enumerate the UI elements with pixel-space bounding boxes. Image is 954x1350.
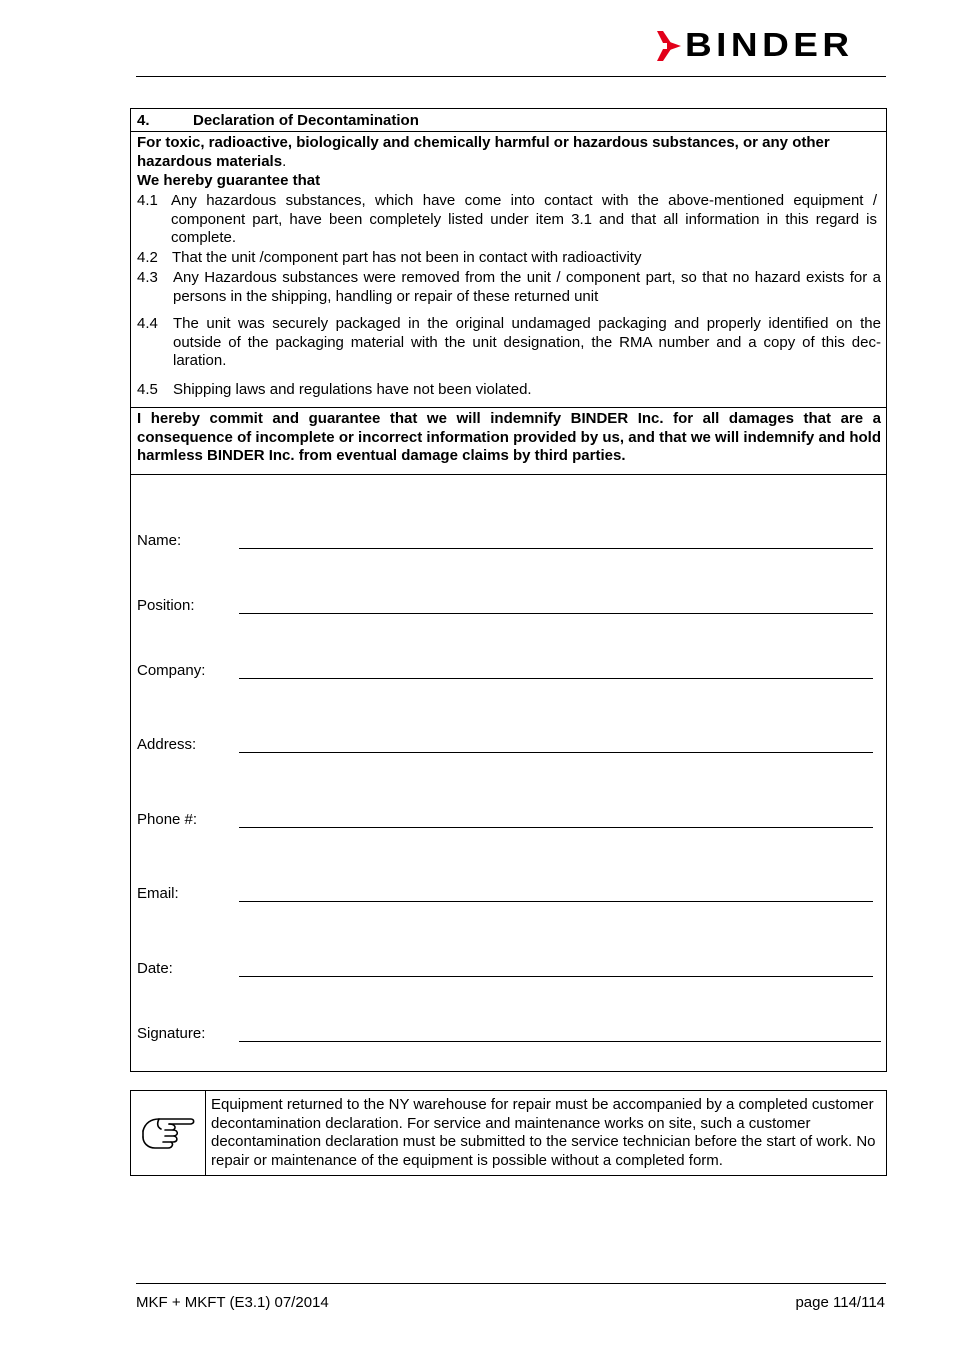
footer-rule bbox=[136, 1283, 886, 1284]
commitment-section bbox=[131, 408, 886, 475]
address-field[interactable] bbox=[239, 752, 873, 753]
note-text: Equipment returned to the NY warehouse for repair must be accompanied by a completed customer decontamination declaration. For service and maintenance works on site, such a customer decontamination declaration must be submitted to the service technician before the start of work. No repair or maintenance of the equipment is possible without a completed form. bbox=[211, 1096, 876, 1169]
footer-page-number: page 114/114 bbox=[795, 1294, 885, 1311]
intro-period: . bbox=[282, 152, 287, 170]
item-number: 4.2 bbox=[137, 249, 158, 266]
section-heading bbox=[131, 109, 886, 132]
header-rule bbox=[136, 76, 886, 77]
guarantee-section bbox=[131, 132, 886, 408]
brand-name: BINDER bbox=[685, 26, 854, 63]
company-field[interactable] bbox=[239, 678, 873, 679]
item-number: 4.3 bbox=[137, 269, 158, 286]
address-label: Address: bbox=[137, 736, 197, 753]
item-text: That the unit /component part has not been in contact with radioactivity bbox=[172, 249, 642, 266]
name-field[interactable] bbox=[239, 548, 873, 549]
commitment-text: I hereby commit and guarantee that we will indemnify BINDER Inc. for all damages that are a consequence of incomplete or incorrect information provided by us, and that we will indemnify and hold harmless BINDER Inc. from eventual damage claims by third parties. bbox=[137, 410, 881, 464]
signature-label: Signature: bbox=[137, 1025, 206, 1042]
declaration-table bbox=[130, 108, 887, 1072]
binder-logo bbox=[655, 26, 887, 63]
item-text: Shipping laws and regulations have not been violated. bbox=[173, 381, 532, 398]
position-field[interactable] bbox=[239, 613, 873, 614]
intro-text bbox=[137, 134, 881, 171]
item-text: The unit was securely packaged in the original undamaged packaging and properly identified on the outside of the packaging material with the unit designation, the RMA number and a copy of this dec-laration. bbox=[173, 315, 881, 369]
footer-document: MKF + MKFT (E3.1) 07/2014 bbox=[136, 1294, 329, 1311]
section-number: 4. bbox=[137, 112, 150, 129]
email-field[interactable] bbox=[239, 901, 873, 902]
company-label: Company: bbox=[137, 662, 206, 679]
note-icon-cell bbox=[131, 1091, 206, 1175]
item-text: Any Hazardous substances were removed from the unit / component part, so that no hazard exists for a persons in the shipping, handling or repair of these returned unit bbox=[173, 269, 881, 305]
item-number: 4.5 bbox=[137, 381, 158, 398]
binder-logo-mark-icon bbox=[655, 29, 683, 63]
signature-field[interactable] bbox=[239, 1041, 881, 1042]
email-label: Email: bbox=[137, 885, 179, 902]
phone-label: Phone #: bbox=[137, 811, 198, 828]
intro-bold: For toxic, radioactive, biologically and chemically harmful or hazardous substances, or any other hazardous materials bbox=[137, 134, 830, 170]
name-label: Name: bbox=[137, 532, 182, 549]
date-label: Date: bbox=[137, 960, 173, 977]
pointing-hand-icon bbox=[139, 1109, 197, 1155]
section-title: Declaration of Decontamination bbox=[193, 112, 419, 129]
guarantee-heading: We hereby guarantee that bbox=[137, 172, 321, 189]
item-number: 4.1 bbox=[137, 192, 158, 209]
position-label: Position: bbox=[137, 597, 195, 614]
item-number: 4.4 bbox=[137, 315, 158, 332]
phone-field[interactable] bbox=[239, 827, 873, 828]
note-box bbox=[130, 1090, 887, 1176]
item-text: Any hazardous substances, which have come into contact with the above-mentioned equipment / component part, have been completely listed under item 3.1 and that all information in this regard is complete. bbox=[171, 192, 877, 246]
date-field[interactable] bbox=[239, 976, 873, 977]
